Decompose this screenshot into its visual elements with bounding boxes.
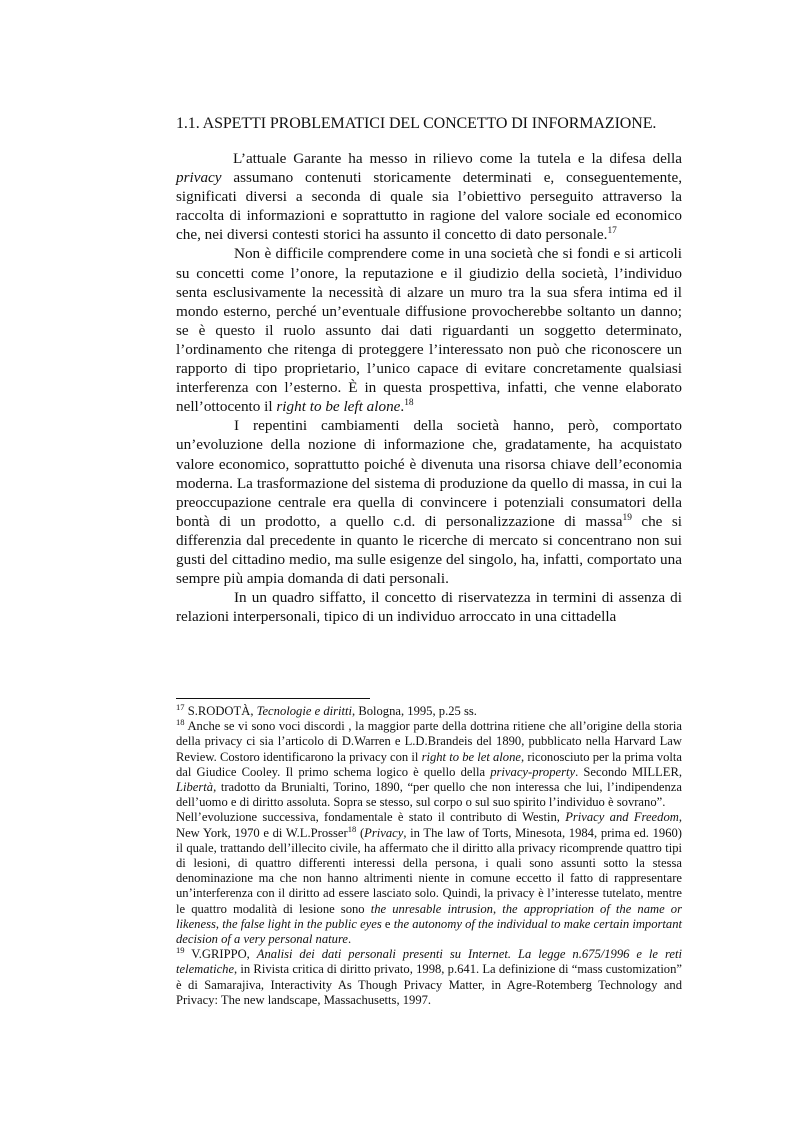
text-run: , riconosciuto per la prima volta dal Giudice Cooley. Il primo schema logico è quello della [176,749,682,779]
text-run: Non è difficile comprendere come in una società che si fondi e si articoli su concetti come l’onore, la reputazione e il giudizio della società, l’individuo senta esclusivamente la necessità di alzare un muro tra la sua sfera intima ed il mondo esterno, perché un’eventuale diffusione provocherebbe soltanto un danno; se è questo il ruolo assunto dai dati riguardanti un soggetto determinato, l’ordinamento che ritenga di proteggere l’interessato non può che riconoscere un rapporto di tipo proprietario, l’unico capace di evitare concretamente qualsiasi interferenza con l’esterno. È in questa prospettiva, infatti, che venne elaborato nell’ottocento il [176,245,682,416]
italic-term: the false light in the public eyes [222,916,382,931]
text-run: che si differenzia dal precedente in quanto le ricerche di mercato si concentrano non sui gusti del cittadino medio, ma sulle esigenze del singolo, ha, infatti, comportato una sempre più ampia domanda di dati personali. [176,512,682,588]
text-run: Anche se vi sono voci discordi , la maggior parte della dottrina ritiene che all’origine della storia della privacy ci sia l’articolo di D.Warren e L.D.Brandeis del 1890, pubblicato nella Harvard Law Review. Costoro identificarono la privacy con il [176,719,682,764]
footnote-ref-18[interactable]: 18 [347,823,357,834]
italic-title: Libertà [176,780,214,795]
footnote-18 [176,719,682,810]
text-run: . [347,932,352,947]
italic-title: Analisi dei dati personali presenti su Internet. La legge n.675/1996 e le reti telematiche [176,947,682,977]
text-run: , [492,901,503,916]
footnote-number: 18 [176,717,185,728]
paragraph-1 [176,149,682,244]
text-run: I repentini cambiamenti della società hanno, però, comportato un’evoluzione della nozione di informazione che, gradatamente, ha acquistato valore economico, soprattutto poiché è divenuta una risorsa chiave dell’economia moderna. La trasformazione del sistema di produzione da quello di massa, in cui la preoccupazione centrale era quella di convincere i potenziali consumatori della bontà di un prodotto, a quello c.d. di personalizzazione di massa [176,417,682,530]
footnote-ref-19[interactable]: 19 [622,512,632,523]
italic-title: Privacy and Freedom [565,810,679,825]
text-run: . [400,398,405,416]
italic-term: the appropriation of the name or likeness [176,901,682,931]
footnote-ref-17[interactable]: 17 [607,226,617,237]
text-run: e [381,916,394,931]
text-run: . Secondo MILLER, [575,764,682,779]
text-run: , Bologna, 1995, p.25 ss. [352,704,477,718]
footnote-ref-18[interactable]: 18 [404,398,414,409]
text-run: L’attuale Garante ha messo in rilievo come la tutela e la difesa della [233,150,682,167]
footnote-number: 17 [176,701,185,712]
text-run: , in The law of Torts, Minesota, 1984, prima ed. 1960) il quale, trattando dell’illecito civile, ha affermato che il diritto alla privacy ricomprende quattro tipi di lesioni, di quattro differenti interessi della persona, i quali sono assunti sotto la stessa denominazione ma che non hanno altrimenti niente in comune eccetto il fatto di rappresentare un’interferenza con il diritto ad essere lasciato solo. Quindi, la privacy è l’interesse tutelato, mentre le quattro modalità di lesione sono [176,825,682,916]
text-run: , tradotto da Brunialti, Torino, 1890, “per quello che non interessa che lui, l’indipendenza dell’uomo e di diritto assoluta. Sopra se stesso, sul corpo o sul suo spirito l’individuo è sovrano”. [176,780,682,810]
text-run: , New York, 1970 e di W.L.Prosser [176,810,682,840]
text-run: S.RODOTÀ, [184,704,257,718]
italic-term: the autonomy of the individual to make certain important decision of a very personal nature [176,916,683,947]
text-run: , in Rivista critica di diritto privato, 1998, p.641. La definizione di “mass customization” è di Samarajiva, Interactivity As Though Privacy Matter, in Agre-Rotemberg Technology and Privacy: The new landscape, Massachusetts, 1997. [176,962,682,1007]
text-run: ( [356,825,365,840]
footnote-separator [176,698,370,699]
paragraph-3 [176,416,682,588]
footnote-17 [176,701,682,719]
footnote-number: 19 [176,945,185,956]
text-run: Nell’evoluzione successiva, fondamentale è stato il contributo di Westin, [176,810,566,825]
footnote-18-continued [176,810,682,947]
italic-title: Tecnologie e diritti [256,704,353,718]
paragraph-2 [176,244,682,416]
text-run: assumano contenuti storicamente determinati e, conseguentemente, significati diversi a seconda di quale sia l’obiettivo perseguito attraverso la raccolta di informazioni e soprattutto in ragione del valore sociale ed economico che, nei diversi contesti storici ha assunto il concetto di dato personale. [176,169,682,244]
italic-term: right to be left alone [276,398,401,416]
italic-title: Privacy [364,825,404,840]
footnotes [176,701,683,1008]
body-text [176,149,682,626]
section-heading: 1.1. ASPETTI PROBLEMATICI DEL CONCETTO DI INFORMAZIONE. [176,115,657,132]
italic-term: privacy-property [490,764,576,779]
italic-term: right to be let alone [421,749,521,764]
italic-term: privacy [176,169,222,187]
italic-term: the unresable intrusion [370,901,493,916]
footnote-19 [176,947,682,1008]
text-run: V.GRIPPO, [184,947,257,962]
text-run: , [215,916,223,931]
paragraph-4: In un quadro siffatto, il concetto di riservatezza in termini di assenza di relazioni interpersonali, tipico di un individuo arroccato in una cittadella [176,589,682,626]
